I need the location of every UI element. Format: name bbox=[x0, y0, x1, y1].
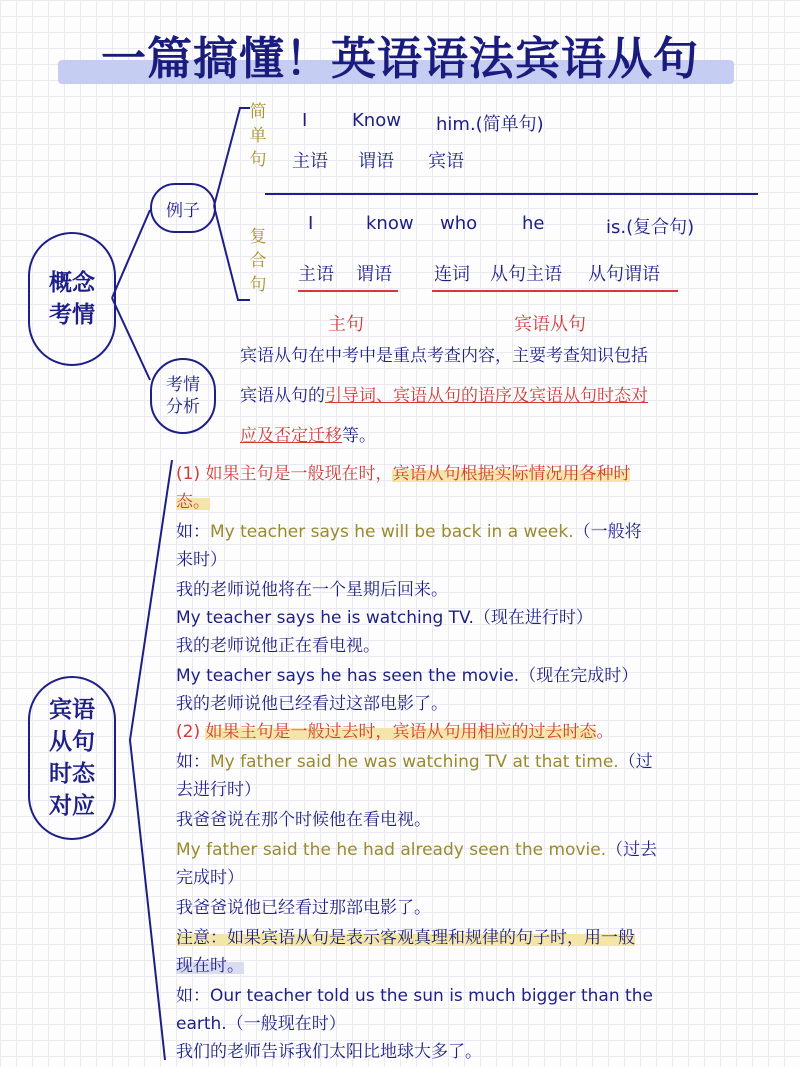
example-2-line: My teacher says he is watching TV.（现在进行时） bbox=[176, 608, 593, 628]
example-3-translation: 我的老师说他已经看过这部电影了。 bbox=[176, 694, 448, 714]
tense-correspondence-label: 宾语 从句 时态 对应 bbox=[28, 676, 116, 840]
complex-word-he: he bbox=[522, 213, 545, 234]
complex-word-is: is.(复合句) bbox=[606, 217, 695, 238]
rule-1-line-2: 态。 bbox=[176, 492, 210, 512]
complex-role-conjunction: 连词 bbox=[434, 264, 470, 285]
rule-2-line: (2) 如果主句是一般过去时，宾语从句用相应的过去时态。 bbox=[176, 722, 614, 742]
example-6-line-2: earth.（一般现在时） bbox=[176, 1014, 346, 1034]
note-line-1: 注意：如果宾语从句是表示客观真理和规律的句子时，用一般 bbox=[176, 928, 635, 948]
note-line-2: 现在时。 bbox=[176, 956, 244, 976]
simple-word-i: I bbox=[302, 110, 308, 131]
examples-label: 例子 bbox=[150, 183, 216, 233]
main-clause-underline bbox=[298, 290, 398, 292]
example-1-line-2: 来时） bbox=[176, 550, 227, 570]
complex-word-know: know bbox=[366, 213, 414, 234]
complex-role-clause-subject: 从句主语 bbox=[490, 264, 562, 285]
concept-exam-label bbox=[28, 232, 116, 366]
analysis-line-3: 应及否定迁移等。 bbox=[240, 426, 376, 446]
rule-1-line-1: (1) 如果主句是一般现在时，宾语从句根据实际情况用各种时 bbox=[176, 464, 631, 484]
simple-word-know: Know bbox=[352, 110, 401, 131]
example-5-translation: 我爸爸说他已经看过那部电影了。 bbox=[176, 898, 431, 918]
complex-sentence-vlabel: 复 合 句 bbox=[249, 227, 267, 295]
complex-role-clause-verb: 从句谓语 bbox=[588, 264, 660, 285]
analysis-line-2: 宾语从句的引导词、宾语从句的语序及宾语从句时态对 bbox=[240, 386, 648, 406]
example-5-line-2: 完成时） bbox=[176, 868, 244, 888]
example-4-line-2: 去进行时） bbox=[176, 780, 261, 800]
example-4-translation: 我爸爸说在那个时候他在看电视。 bbox=[176, 810, 431, 830]
example-4-line-1: 如：My father said he was watching TV at that time.（过 bbox=[176, 752, 653, 772]
complex-role-subject: 主语 bbox=[298, 264, 334, 285]
object-clause-label: 宾语从句 bbox=[514, 314, 586, 335]
example-2-translation: 我的老师说他正在看电视。 bbox=[176, 636, 380, 656]
complex-word-i: I bbox=[308, 213, 314, 234]
simple-role-object: 宾语 bbox=[428, 151, 464, 172]
object-clause-underline bbox=[432, 290, 678, 292]
simple-role-verb: 谓语 bbox=[358, 151, 394, 172]
simple-sentence-vlabel: 简 单 句 bbox=[249, 102, 267, 170]
example-1-line-1: 如：My teacher says he will be back in a week.（一般将 bbox=[176, 522, 642, 542]
example-5-line-1: My father said the he had already seen the movie.（过去 bbox=[176, 840, 658, 860]
simple-word-him: him.(简单句) bbox=[436, 114, 544, 135]
main-clause-label: 主句 bbox=[328, 314, 364, 335]
example-6-translation: 我们的老师告诉我们太阳比地球大多了。 bbox=[176, 1042, 482, 1062]
example-3-line: My teacher says he has seen the movie.（现在完成时） bbox=[176, 666, 639, 686]
concept-label-line1: 概念 bbox=[49, 270, 95, 296]
analysis-line-1: 宾语从句在中考中是重点考查内容，主要考查知识包括 bbox=[240, 346, 648, 366]
concept-label-line2: 考情 bbox=[49, 302, 95, 328]
example-1-translation: 我的老师说他将在一个星期后回来。 bbox=[176, 580, 448, 600]
complex-word-who: who bbox=[440, 213, 478, 234]
analysis-label: 考情 分析 bbox=[150, 358, 216, 434]
page-title: 一篇搞懂！英语语法宾语从句 bbox=[100, 32, 699, 85]
complex-role-verb: 谓语 bbox=[356, 264, 392, 285]
example-6-line-1: 如：Our teacher told us the sun is much bigger than the bbox=[176, 986, 653, 1006]
simple-role-subject: 主语 bbox=[292, 151, 328, 172]
